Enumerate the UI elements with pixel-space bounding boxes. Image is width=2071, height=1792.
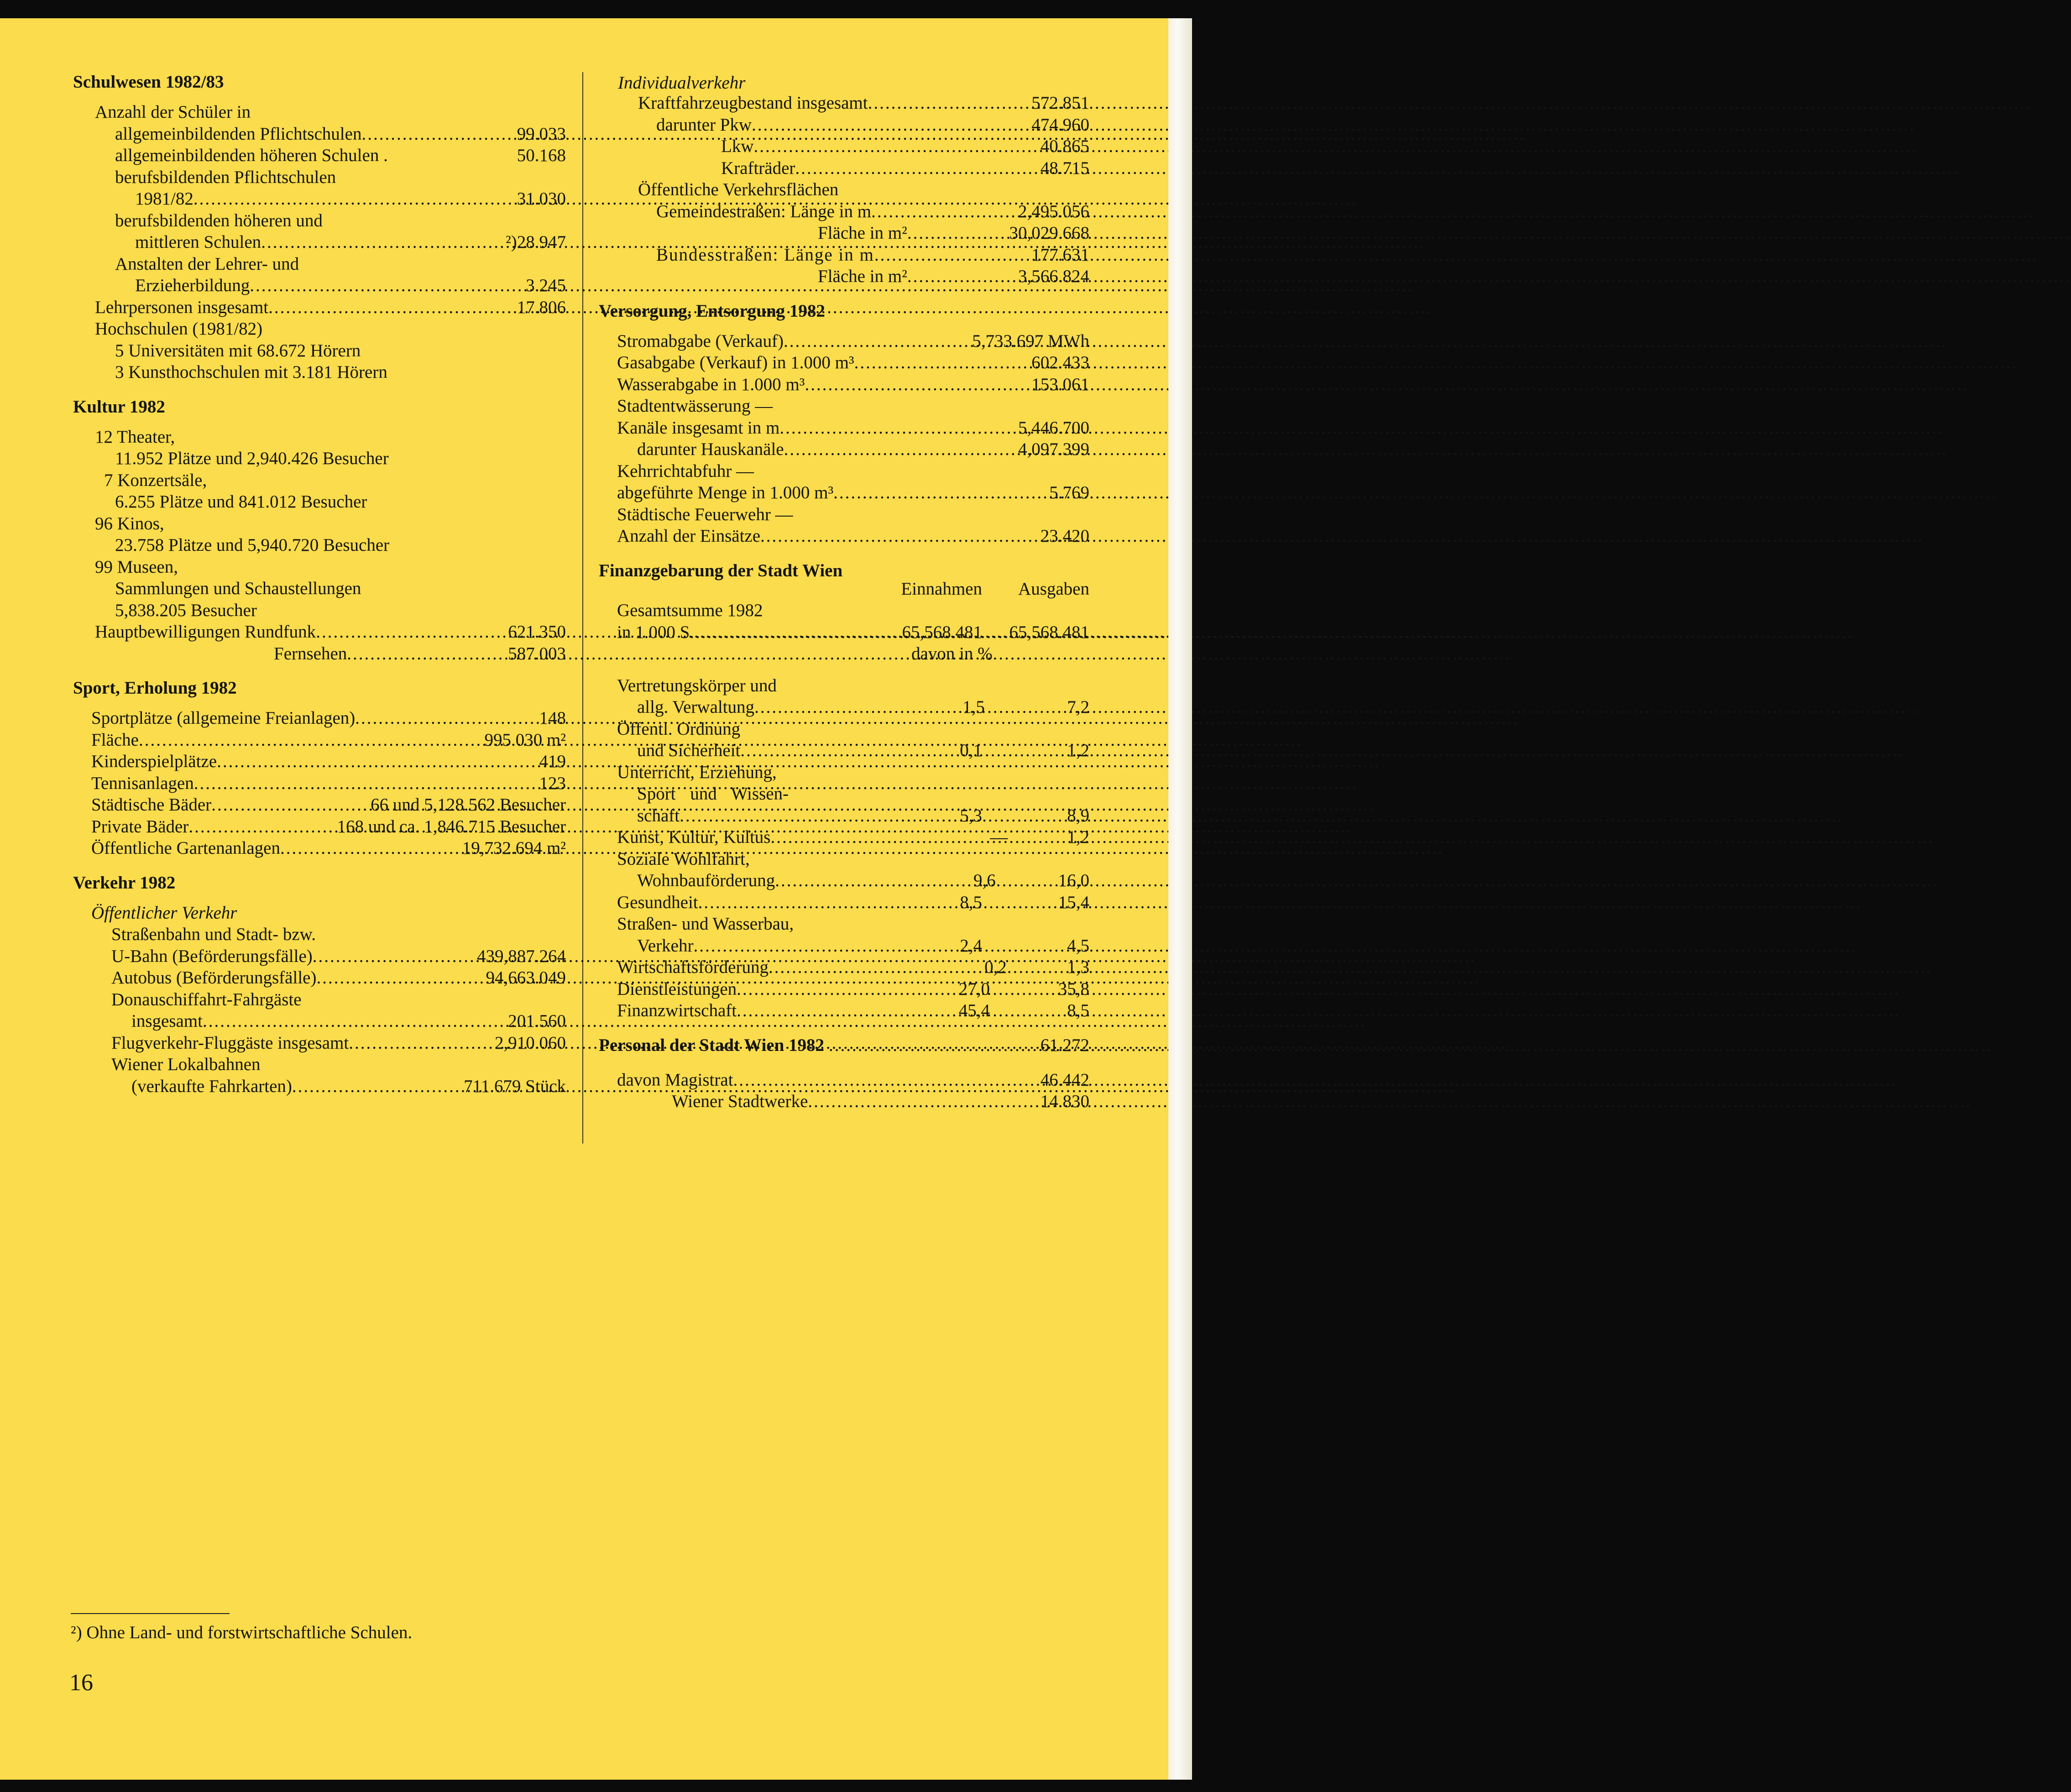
leader-dots — [754, 696, 891, 718]
row-label: mittleren Schulen — [135, 232, 261, 252]
hochschulen-label: Hochschulen (1981/82) — [95, 319, 263, 339]
leader-dots — [868, 92, 1030, 114]
row-pflichtschulen — [73, 123, 566, 145]
strassenbahn-label: Straßenbahn und Stadt- bzw. — [111, 925, 316, 944]
value-einnahmen: 5,3 — [960, 805, 982, 825]
row-label: Fernsehen — [274, 643, 347, 664]
row-kanaele — [599, 417, 1089, 439]
row-gemeindestrassen-flaeche — [599, 222, 1089, 244]
leader-dots — [139, 729, 480, 751]
leader-dots — [775, 870, 912, 892]
row-label: Verkehr — [637, 935, 694, 956]
row-value: 23.420 — [1040, 526, 1089, 546]
verkehrsflaechen-label: Öffentliche Verkehrsflächen — [638, 180, 839, 199]
leader-dots — [188, 816, 332, 838]
museen-text: Sammlungen und Schaustellungen — [115, 579, 361, 598]
row-lehrerbildung — [73, 275, 566, 297]
leader-dots — [194, 773, 535, 794]
right-column — [599, 68, 1089, 1113]
row-value: 602.433 — [1031, 353, 1089, 372]
section-heading-verkehr: Verkehr 1982 — [73, 872, 176, 893]
theater-text: 11.952 Plätze und 2,940.426 Besucher — [115, 449, 389, 468]
row-label: Finanzwirtschaft — [617, 1001, 737, 1020]
leader-dots — [784, 330, 968, 352]
finanz-row-label: Soziale Wohlfahrt, — [617, 849, 750, 869]
row-value: 474.960 — [1031, 115, 1089, 135]
row-label: in 1.000 S — [617, 622, 690, 642]
row-value: 3.245 — [526, 276, 566, 295]
row-value: 30,029.668 — [1009, 223, 1089, 243]
leader-dots — [733, 1069, 998, 1091]
leader-dots — [737, 1000, 901, 1022]
kinos-label: 96 Kinos, — [95, 513, 164, 533]
row-value: 123 — [539, 773, 566, 793]
row-pkw — [599, 114, 1089, 136]
row-kfz-bestand — [599, 92, 1030, 114]
row-label: Erzieherbildung — [135, 276, 250, 295]
row-label: Kanäle insgesamt in m — [617, 418, 780, 438]
finanz-column-headers — [599, 578, 1089, 600]
row-label: 1981/82 — [135, 189, 194, 209]
row-stromabgabe — [599, 330, 1089, 352]
row-label: davon Magistrat — [617, 1070, 733, 1090]
row-value: 50.168 — [517, 146, 566, 165]
row-hauskanaele — [599, 439, 1089, 460]
konzert-text: 6.255 Plätze und 841.012 Besucher — [115, 492, 367, 512]
feuerwehr-label: Städtische Feuerwehr — — [617, 504, 793, 524]
leader-dots — [770, 826, 935, 848]
value-einnahmen: 45,4 — [958, 1001, 990, 1020]
value-ausgaben: 35,8 — [1058, 979, 1089, 999]
value-ausgaben: 4,5 — [1067, 935, 1089, 956]
row-label: Kinderspielplätze — [91, 752, 217, 771]
leader-dots — [361, 123, 512, 145]
row-label: allgemeinbildenden Pflichtschulen — [115, 124, 362, 144]
table-row — [599, 956, 1089, 978]
row-lehrpersonen — [73, 297, 566, 319]
footnote: ²) Ohne Land- und forstwirtschaftliche Schulen. — [71, 1623, 413, 1642]
value-einnahmen: 0,2 — [984, 957, 1007, 977]
row-gemeindestrassen-laenge — [599, 201, 1089, 223]
row-flugverkehr — [73, 1032, 566, 1054]
row-berufhoeher — [73, 231, 566, 253]
row-value: 14.830 — [1040, 1092, 1089, 1111]
row-label: darunter Hauskanäle — [637, 439, 784, 459]
row-value: 48.715 — [1040, 158, 1089, 178]
row-gartenanlagen — [73, 837, 566, 859]
row-label: Anzahl der Einsätze — [617, 526, 761, 546]
value-ausgaben: 8,9 — [1067, 805, 1089, 825]
row-label: allg. Verwaltung — [637, 697, 755, 717]
oeffentlicher-verkehr-heading: Öffentlicher Verkehr — [91, 903, 237, 923]
finanz-row-label: Vertretungskörper und — [617, 675, 777, 695]
row-label: Öffentliche Gartenanlagen — [91, 838, 280, 858]
row-label: Wohnbauförderung — [637, 871, 775, 890]
finanz-row-label: Unterricht, Erziehung, — [617, 762, 777, 782]
leader-dots — [740, 740, 877, 762]
row-lokalbahnen — [73, 1076, 566, 1097]
row-value: 99.033 — [517, 124, 566, 144]
row-label: Kunst, Kultur, Kultus — [617, 827, 771, 847]
value-ausgaben: 1,2 — [1067, 827, 1089, 847]
stadtentwaesserung-label: Stadtentwässerung — — [617, 396, 773, 416]
section-heading-sport: Sport, Erholung 1982 — [73, 678, 237, 698]
finanz-row-label: Sport und Wissen- — [637, 784, 789, 804]
row-gasabgabe — [599, 352, 1089, 374]
row-flaeche — [73, 729, 566, 751]
leader-dots — [261, 231, 501, 253]
value-ausgaben: 65,568.481 — [1009, 622, 1089, 642]
leader-dots — [194, 188, 513, 210]
row-label: (verkaufte Fahrkarten) — [131, 1076, 292, 1096]
leader-dots — [349, 1032, 490, 1054]
row-label: Private Bäder — [91, 816, 189, 836]
row-gesamtsumme — [599, 622, 1089, 643]
row-label: Hauptbewilligungen Rundfunk — [95, 622, 316, 642]
section-heading-schulwesen: Schulwesen 1982/83 — [73, 72, 224, 92]
leader-dots — [907, 266, 1014, 287]
leader-dots — [829, 1032, 934, 1059]
schueler-label: Anzahl der Schüler in — [95, 102, 251, 122]
leader-dots — [871, 201, 1014, 223]
leader-dots — [280, 837, 458, 859]
value-einnahmen: 1,5 — [962, 697, 985, 717]
leader-dots — [784, 439, 1014, 460]
row-label: Bundesstraßen: Länge in m — [656, 245, 874, 265]
leader-dots — [779, 417, 1014, 439]
table-row — [599, 696, 1089, 718]
row-label: Stromabgabe (Verkauf) — [617, 331, 784, 351]
lokalbahnen-label: Wiener Lokalbahnen — [111, 1055, 261, 1074]
row-kraftraeder — [599, 157, 1089, 179]
row-fernsehen — [73, 643, 566, 665]
row-label: Gesundheit — [617, 892, 698, 912]
row-label: Fläche in m² — [818, 223, 907, 243]
row-value: 17.806 — [517, 297, 566, 317]
value-einnahmen: 9,6 — [973, 871, 996, 890]
row-value: 621.350 — [508, 622, 566, 642]
value-einnahmen: 8,5 — [960, 892, 982, 912]
row-label: Wirtschaftsförderung — [617, 957, 769, 977]
donauschiffahrt-label: Donauschiffahrt-Fahrgäste — [111, 989, 302, 1009]
row-label: Dienstleistungen — [617, 979, 737, 999]
leader-dots — [250, 275, 521, 297]
leader-dots — [355, 707, 534, 729]
row-label: Gasabgabe (Verkauf) in 1.000 m³ — [617, 353, 854, 372]
value-ausgaben: 7,2 — [1067, 697, 1089, 717]
row-value: 2,495.056 — [1018, 201, 1089, 221]
leader-dots — [907, 222, 1005, 244]
row-value: 46.442 — [1040, 1070, 1089, 1090]
row-value: 153.061 — [1031, 374, 1089, 394]
row-value: 4,097.399 — [1018, 439, 1089, 459]
row-lkw — [599, 136, 1089, 157]
row-value: 5,733.697 MWh — [972, 331, 1089, 351]
individualverkehr-heading: Individualverkehr — [618, 73, 746, 93]
table-row — [599, 1000, 1089, 1022]
value-einnahmen: — — [990, 827, 1008, 847]
lehrerbildung-label: Anstalten der Lehrer- und — [115, 254, 299, 274]
table-row — [599, 826, 1089, 848]
table-row — [599, 740, 1089, 762]
row-label: Lehrpersonen insgesamt — [95, 297, 269, 317]
value-einnahmen: 27,0 — [958, 979, 990, 999]
leader-dots — [211, 794, 366, 816]
row-hoehere-schulen — [73, 145, 566, 167]
row-einsaetze — [599, 525, 1089, 547]
row-value: 572.851 — [1031, 93, 1089, 113]
row-label: insgesamt — [131, 1011, 203, 1031]
section-heading-versorgung: Versorgung, Entsorgung 1982 — [599, 301, 825, 321]
row-donauschiffahrt — [73, 1010, 566, 1032]
theater-label: 12 Theater, — [95, 427, 175, 447]
value-ausgaben: 15,4 — [1058, 892, 1089, 912]
row-label: U-Bahn (Beförderungsfälle) — [111, 946, 313, 966]
row-label: Tennisanlagen — [91, 773, 194, 793]
leader-dots — [737, 978, 901, 1000]
row-label: Lkw — [721, 136, 754, 156]
row-value: 439,887.264 — [477, 946, 566, 966]
footnote-rule — [71, 1613, 230, 1614]
column-header-einnahmen: Einnahmen — [901, 579, 982, 599]
leader-dots — [754, 136, 1036, 157]
row-kinderspielplaetze — [73, 751, 566, 773]
museen-besucher: 5,838.205 Besucher — [115, 600, 257, 620]
section-heading-personal: Personal der Stadt Wien 1982 — [599, 1035, 825, 1055]
table-row — [599, 978, 1089, 1000]
row-value: 2,910.060 — [495, 1033, 566, 1053]
finanz-row-label: Öffentl. Ordnung — [617, 719, 741, 739]
row-bundesstrassen-laenge — [599, 244, 1089, 266]
value-ausgaben: 1,3 — [1067, 957, 1089, 977]
row-label: Wasserabgabe in 1.000 m³ — [617, 374, 805, 394]
finanz-row-label: Straßen- und Wasserbau, — [617, 914, 794, 934]
row-label: Krafträder — [721, 158, 795, 178]
row-value: 168 und ca. 1,846.715 Besucher — [337, 816, 566, 836]
row-sportplaetze — [73, 707, 566, 729]
leader-dots — [769, 956, 933, 978]
row-value: 587.003 — [508, 643, 566, 664]
row-label: und Sicherheit — [637, 741, 741, 760]
row-berufpflicht — [73, 188, 566, 210]
row-label: Autobus (Beförderungsfälle) — [111, 968, 317, 987]
leader-dots — [698, 892, 863, 914]
table-row — [599, 805, 1089, 827]
berufhoeher-label: berufsbildenden höheren und — [115, 210, 323, 230]
konzert-label: 7 Konzertsäle, — [104, 470, 207, 490]
value-einnahmen: 2,4 — [960, 935, 982, 956]
row-ubahn — [73, 946, 566, 967]
leader-dots — [833, 482, 1045, 504]
value-ausgaben: 16,0 — [1058, 871, 1089, 890]
value-ausgaben: 8,5 — [1067, 1001, 1089, 1020]
row-label: Sportplätze (allgemeine Freianlagen) — [91, 708, 356, 728]
row-value: 40.865 — [1040, 136, 1089, 156]
row-stadtwerke — [599, 1091, 1089, 1113]
row-label: Städtische Bäder — [91, 795, 212, 815]
row-value: 94,663.049 — [486, 968, 566, 987]
row-wasserabgabe — [599, 374, 1089, 396]
value-ausgaben: 1,2 — [1067, 741, 1089, 760]
kunsthochschulen-text: 3 Kunsthochschulen mit 3.181 Hörern — [115, 362, 387, 382]
row-value: 5.769 — [1049, 483, 1089, 502]
leader-dots — [268, 297, 513, 319]
value-einnahmen: 65,568.481 — [902, 622, 982, 642]
table-row — [599, 870, 1089, 892]
row-value: 61.272 — [1040, 1035, 1089, 1055]
row-label: Flugverkehr-Fluggäste insgesamt — [111, 1033, 349, 1053]
row-value: 31.030 — [517, 189, 566, 209]
row-value: 66 und 5,128.562 Besucher — [371, 795, 566, 815]
row-bundesstrassen-flaeche — [599, 266, 1089, 287]
row-personal — [599, 1032, 1089, 1059]
row-label: abgeführte Menge in 1.000 m³ — [617, 483, 834, 502]
row-label: schaft — [637, 805, 680, 825]
leader-dots — [808, 1091, 936, 1113]
row-label: allgemeinbildenden höheren Schulen . — [115, 146, 388, 165]
kehrrichtabfuhr-label: Kehrrichtabfuhr — — [617, 461, 754, 481]
row-value: 148 — [539, 708, 566, 728]
section-heading-finanz: Finanzgebarung der Stadt Wien — [599, 560, 843, 580]
row-value: 419 — [539, 752, 566, 771]
leader-dots — [680, 805, 816, 827]
leader-dots — [316, 967, 481, 989]
kinos-text: 23.758 Plätze und 5,940.720 Besucher — [115, 535, 390, 555]
row-abgefuehrte-menge — [599, 482, 1089, 504]
universitaeten-text: 5 Universitäten mit 68.672 Hörern — [115, 340, 361, 360]
document-page — [0, 18, 1192, 1780]
museen-label: 99 Museen, — [95, 557, 178, 577]
row-value: 201.560 — [508, 1011, 566, 1031]
leader-dots — [752, 114, 1027, 136]
leader-dots — [217, 751, 534, 773]
leader-dots — [805, 374, 1027, 396]
leader-dots — [690, 622, 854, 643]
leader-dots — [795, 157, 1036, 179]
row-label: Kraftfahrzeugbestand insgesamt — [638, 93, 868, 113]
left-column — [73, 68, 566, 1097]
row-magistrat — [599, 1069, 1089, 1091]
row-value: 19,732.694 m² — [462, 838, 566, 858]
leader-dots — [313, 946, 472, 967]
table-row — [599, 892, 1089, 914]
page-number: 16 — [69, 1670, 93, 1696]
leader-dots — [347, 643, 503, 665]
row-label: Wiener Stadtwerke — [672, 1092, 808, 1111]
berufpflicht-label: berufsbildenden Pflichtschulen — [115, 167, 336, 187]
row-label: Fläche in m² — [818, 266, 907, 286]
leader-dots — [292, 1076, 459, 1097]
row-label: Gemeindestraßen: Länge in m — [656, 201, 872, 221]
row-autobus — [73, 967, 566, 989]
row-rundfunk — [73, 621, 566, 643]
section-heading-kultur: Kultur 1982 — [73, 397, 165, 417]
row-value: 177.631 — [1031, 245, 1089, 265]
leader-dots — [316, 621, 503, 643]
row-value: 995.030 m² — [484, 730, 566, 750]
row-value: ²)28.947 — [506, 232, 566, 252]
table-row — [599, 935, 1089, 957]
leader-dots — [760, 525, 1036, 547]
leader-dots — [203, 1010, 503, 1032]
row-value: 711.679 Stück — [464, 1076, 566, 1096]
gesamtsumme-label: Gesamtsumme 1982 — [617, 601, 763, 620]
row-private-baeder — [73, 816, 566, 838]
leader-dots — [693, 935, 830, 957]
finanz-table — [599, 675, 1089, 1022]
row-value: 5,446.700 — [1018, 418, 1089, 438]
row-label: Fläche — [91, 730, 139, 750]
row-tennisanlagen — [73, 773, 566, 794]
column-header-ausgaben: Ausgaben — [1018, 579, 1089, 599]
value-einnahmen: 0,1 — [960, 741, 982, 760]
leader-dots — [874, 244, 1027, 266]
row-label: darunter Pkw — [656, 115, 752, 135]
row-staedtische-baeder — [73, 794, 566, 816]
leader-dots — [854, 352, 1027, 374]
row-value: 3,566.824 — [1018, 266, 1089, 286]
davon-prozent-label: davon in % — [911, 644, 993, 664]
